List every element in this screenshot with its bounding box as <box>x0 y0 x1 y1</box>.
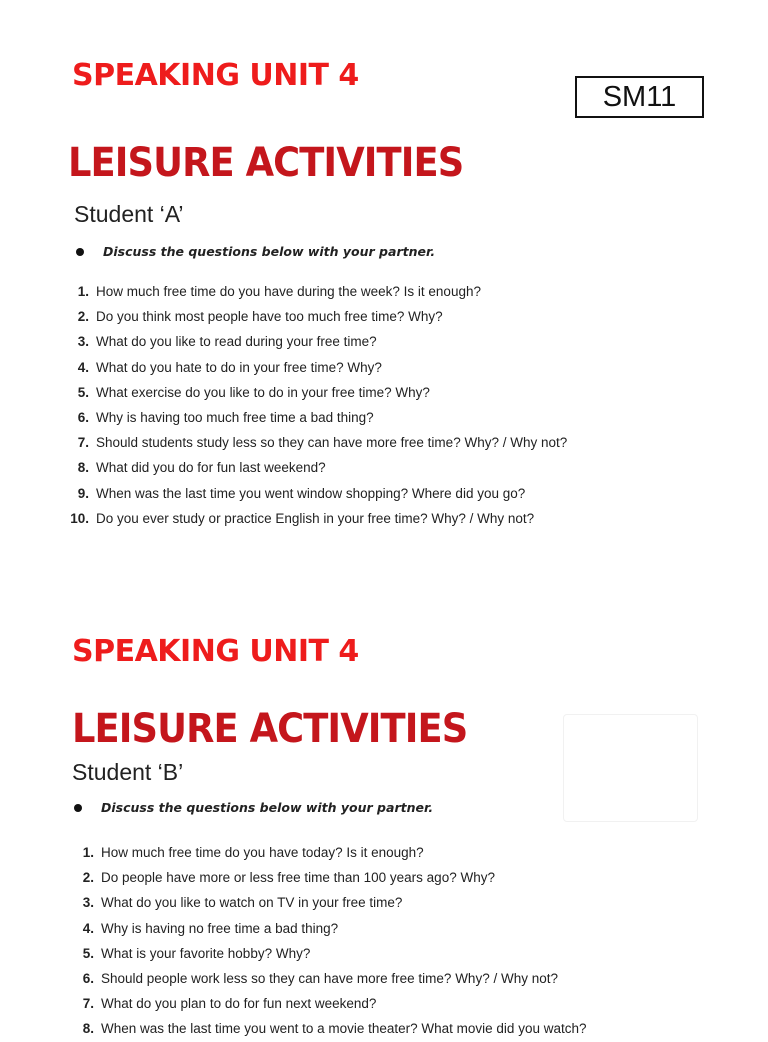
question-text: Why is having too much free time a bad thing? <box>96 410 374 426</box>
question-item <box>60 329 567 354</box>
question-number: 1. <box>77 284 89 300</box>
student-label-a: Student ‘A’ <box>74 201 184 227</box>
question-item <box>60 279 567 304</box>
question-number: 3. <box>82 895 94 911</box>
question-number: 7. <box>77 435 89 451</box>
question-text: Why is having no free time a bad thing? <box>101 920 339 936</box>
activities-title-b: LEISURE ACTIVITIES <box>72 706 468 752</box>
question-item <box>60 355 567 380</box>
question-item <box>60 455 567 480</box>
question-text: What do you like to watch on TV in your free time? <box>101 895 403 911</box>
bullet-icon <box>76 248 84 256</box>
question-number: 10. <box>70 510 89 526</box>
instruction-a <box>76 244 435 259</box>
question-item <box>60 506 567 531</box>
question-text: Do you think most people have too much free time? Why? <box>96 309 443 325</box>
question-text: What is your favorite hobby? Why? <box>101 945 311 961</box>
question-text: What do you plan to do for fun next weekend? <box>101 996 377 1012</box>
question-number: 5. <box>82 945 94 961</box>
question-text: What do you hate to do in your free time? Why? <box>96 359 382 375</box>
blank-image-box <box>563 714 698 822</box>
question-item <box>60 380 567 405</box>
question-item <box>68 966 587 991</box>
question-item <box>68 840 587 865</box>
question-number: 6. <box>82 971 94 987</box>
worksheet-code-box: SM11 <box>575 76 704 118</box>
question-number: 3. <box>77 334 89 350</box>
question-item <box>60 304 567 329</box>
question-text: What exercise do you like to do in your free time? Why? <box>96 384 430 400</box>
question-text: Should people work less so they can have more free time? Why? / Why not? <box>101 971 558 987</box>
question-text: What did you do for fun last weekend? <box>96 460 326 476</box>
question-number: 7. <box>82 996 94 1012</box>
question-number: 2. <box>77 309 89 325</box>
student-label-b: Student ‘B’ <box>72 759 184 785</box>
instruction-text-b: Discuss the questions below with your partner. <box>101 800 434 815</box>
unit-heading-b: SPEAKING UNIT 4 <box>72 634 359 669</box>
question-item <box>68 1016 587 1041</box>
instruction-b <box>74 800 433 815</box>
question-number: 4. <box>82 920 94 936</box>
question-item <box>60 405 567 430</box>
question-item <box>60 430 567 455</box>
bullet-icon <box>74 804 82 812</box>
question-text: Do you ever study or practice English in your free time? Why? / Why not? <box>96 510 535 526</box>
question-text: How much free time do you have during the week? Is it enough? <box>96 284 481 300</box>
question-number: 8. <box>77 460 89 476</box>
question-text: What do you like to read during your free time? <box>96 334 377 350</box>
instruction-text-a: Discuss the questions below with your partner. <box>103 244 436 259</box>
question-text: Do people have more or less free time than 100 years ago? Why? <box>101 870 495 886</box>
question-list-a <box>60 279 567 531</box>
question-item <box>68 991 587 1016</box>
question-list-b <box>68 840 587 1042</box>
question-number: 5. <box>77 384 89 400</box>
question-item <box>68 941 587 966</box>
question-number: 9. <box>77 485 89 501</box>
question-number: 1. <box>82 845 94 861</box>
question-item <box>68 916 587 941</box>
question-number: 4. <box>77 359 89 375</box>
question-text: Should students study less so they can have more free time? Why? / Why not? <box>96 435 568 451</box>
question-text: When was the last time you went window shopping? Where did you go? <box>96 485 526 501</box>
question-number: 6. <box>77 410 89 426</box>
question-text: How much free time do you have today? Is it enough? <box>101 845 424 861</box>
question-text: When was the last time you went to a movie theater? What movie did you watch? <box>101 1021 587 1037</box>
question-number: 2. <box>82 870 94 886</box>
question-item <box>68 865 587 890</box>
question-item <box>60 481 567 506</box>
activities-title-a: LEISURE ACTIVITIES <box>68 140 464 186</box>
question-number: 8. <box>82 1021 94 1037</box>
unit-heading-a: SPEAKING UNIT 4 <box>72 58 359 93</box>
question-item <box>68 890 587 915</box>
